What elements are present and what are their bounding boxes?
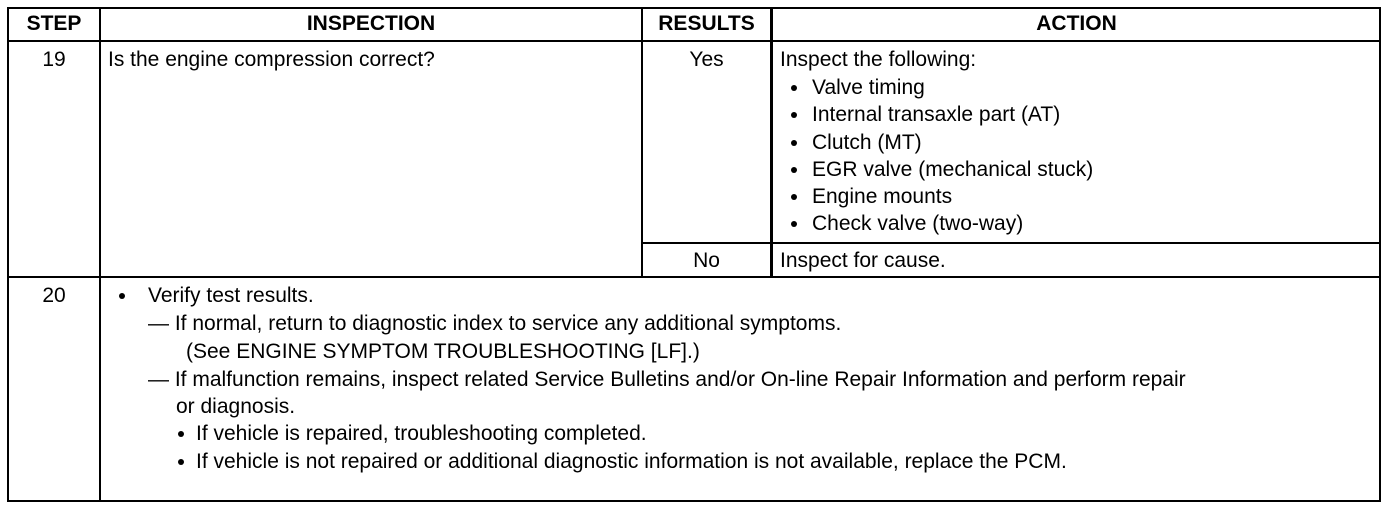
list-item: Engine mounts xyxy=(780,183,1093,210)
malfunction-instruction: — If malfunction remains, inspect related Service Bulletins and/or On-line Repair Information and perform repair xyxy=(148,368,1186,391)
step-number: 20 xyxy=(42,284,66,307)
reference-text: (See ENGINE SYMPTOM TROUBLESHOOTING [LF].) xyxy=(186,340,700,363)
action-item-list xyxy=(780,74,1093,238)
header-step: STEP xyxy=(26,12,82,35)
header-divider xyxy=(8,40,1380,42)
malfunction-instruction-cont: or diagnosis. xyxy=(176,395,296,418)
bullet-icon xyxy=(119,293,125,299)
not-repaired-instruction: If vehicle is not repaired or additional diagnostic information is not available, replace the PCM. xyxy=(196,450,1067,473)
inspection-question: Is the engine compression correct? xyxy=(108,48,435,71)
bullet-icon xyxy=(178,431,184,437)
repaired-instruction: If vehicle is repaired, troubleshooting completed. xyxy=(196,422,647,445)
list-item: Internal transaxle part (AT) xyxy=(780,101,1093,128)
column-divider-results xyxy=(770,8,773,277)
header-action: ACTION xyxy=(1036,12,1117,35)
column-divider-step xyxy=(99,8,101,502)
list-item: EGR valve (mechanical stuck) xyxy=(780,156,1093,183)
header-results: RESULTS xyxy=(658,12,755,35)
list-item: Check valve (two-way) xyxy=(780,210,1093,237)
step-number: 19 xyxy=(42,48,66,71)
result-no: No xyxy=(693,249,720,272)
bullet-icon xyxy=(178,459,184,465)
header-inspection: INSPECTION xyxy=(306,12,436,35)
action-intro: Inspect the following: xyxy=(780,48,977,71)
verify-results-text: Verify test results. xyxy=(148,284,314,307)
list-item: Clutch (MT) xyxy=(780,129,1093,156)
action-no: Inspect for cause. xyxy=(780,249,946,272)
row-divider xyxy=(8,276,1380,278)
list-item: Valve timing xyxy=(780,74,1093,101)
normal-instruction: — If normal, return to diagnostic index to service any additional symptoms. xyxy=(148,312,842,335)
result-yes: Yes xyxy=(689,48,724,71)
results-divider xyxy=(642,242,1380,244)
